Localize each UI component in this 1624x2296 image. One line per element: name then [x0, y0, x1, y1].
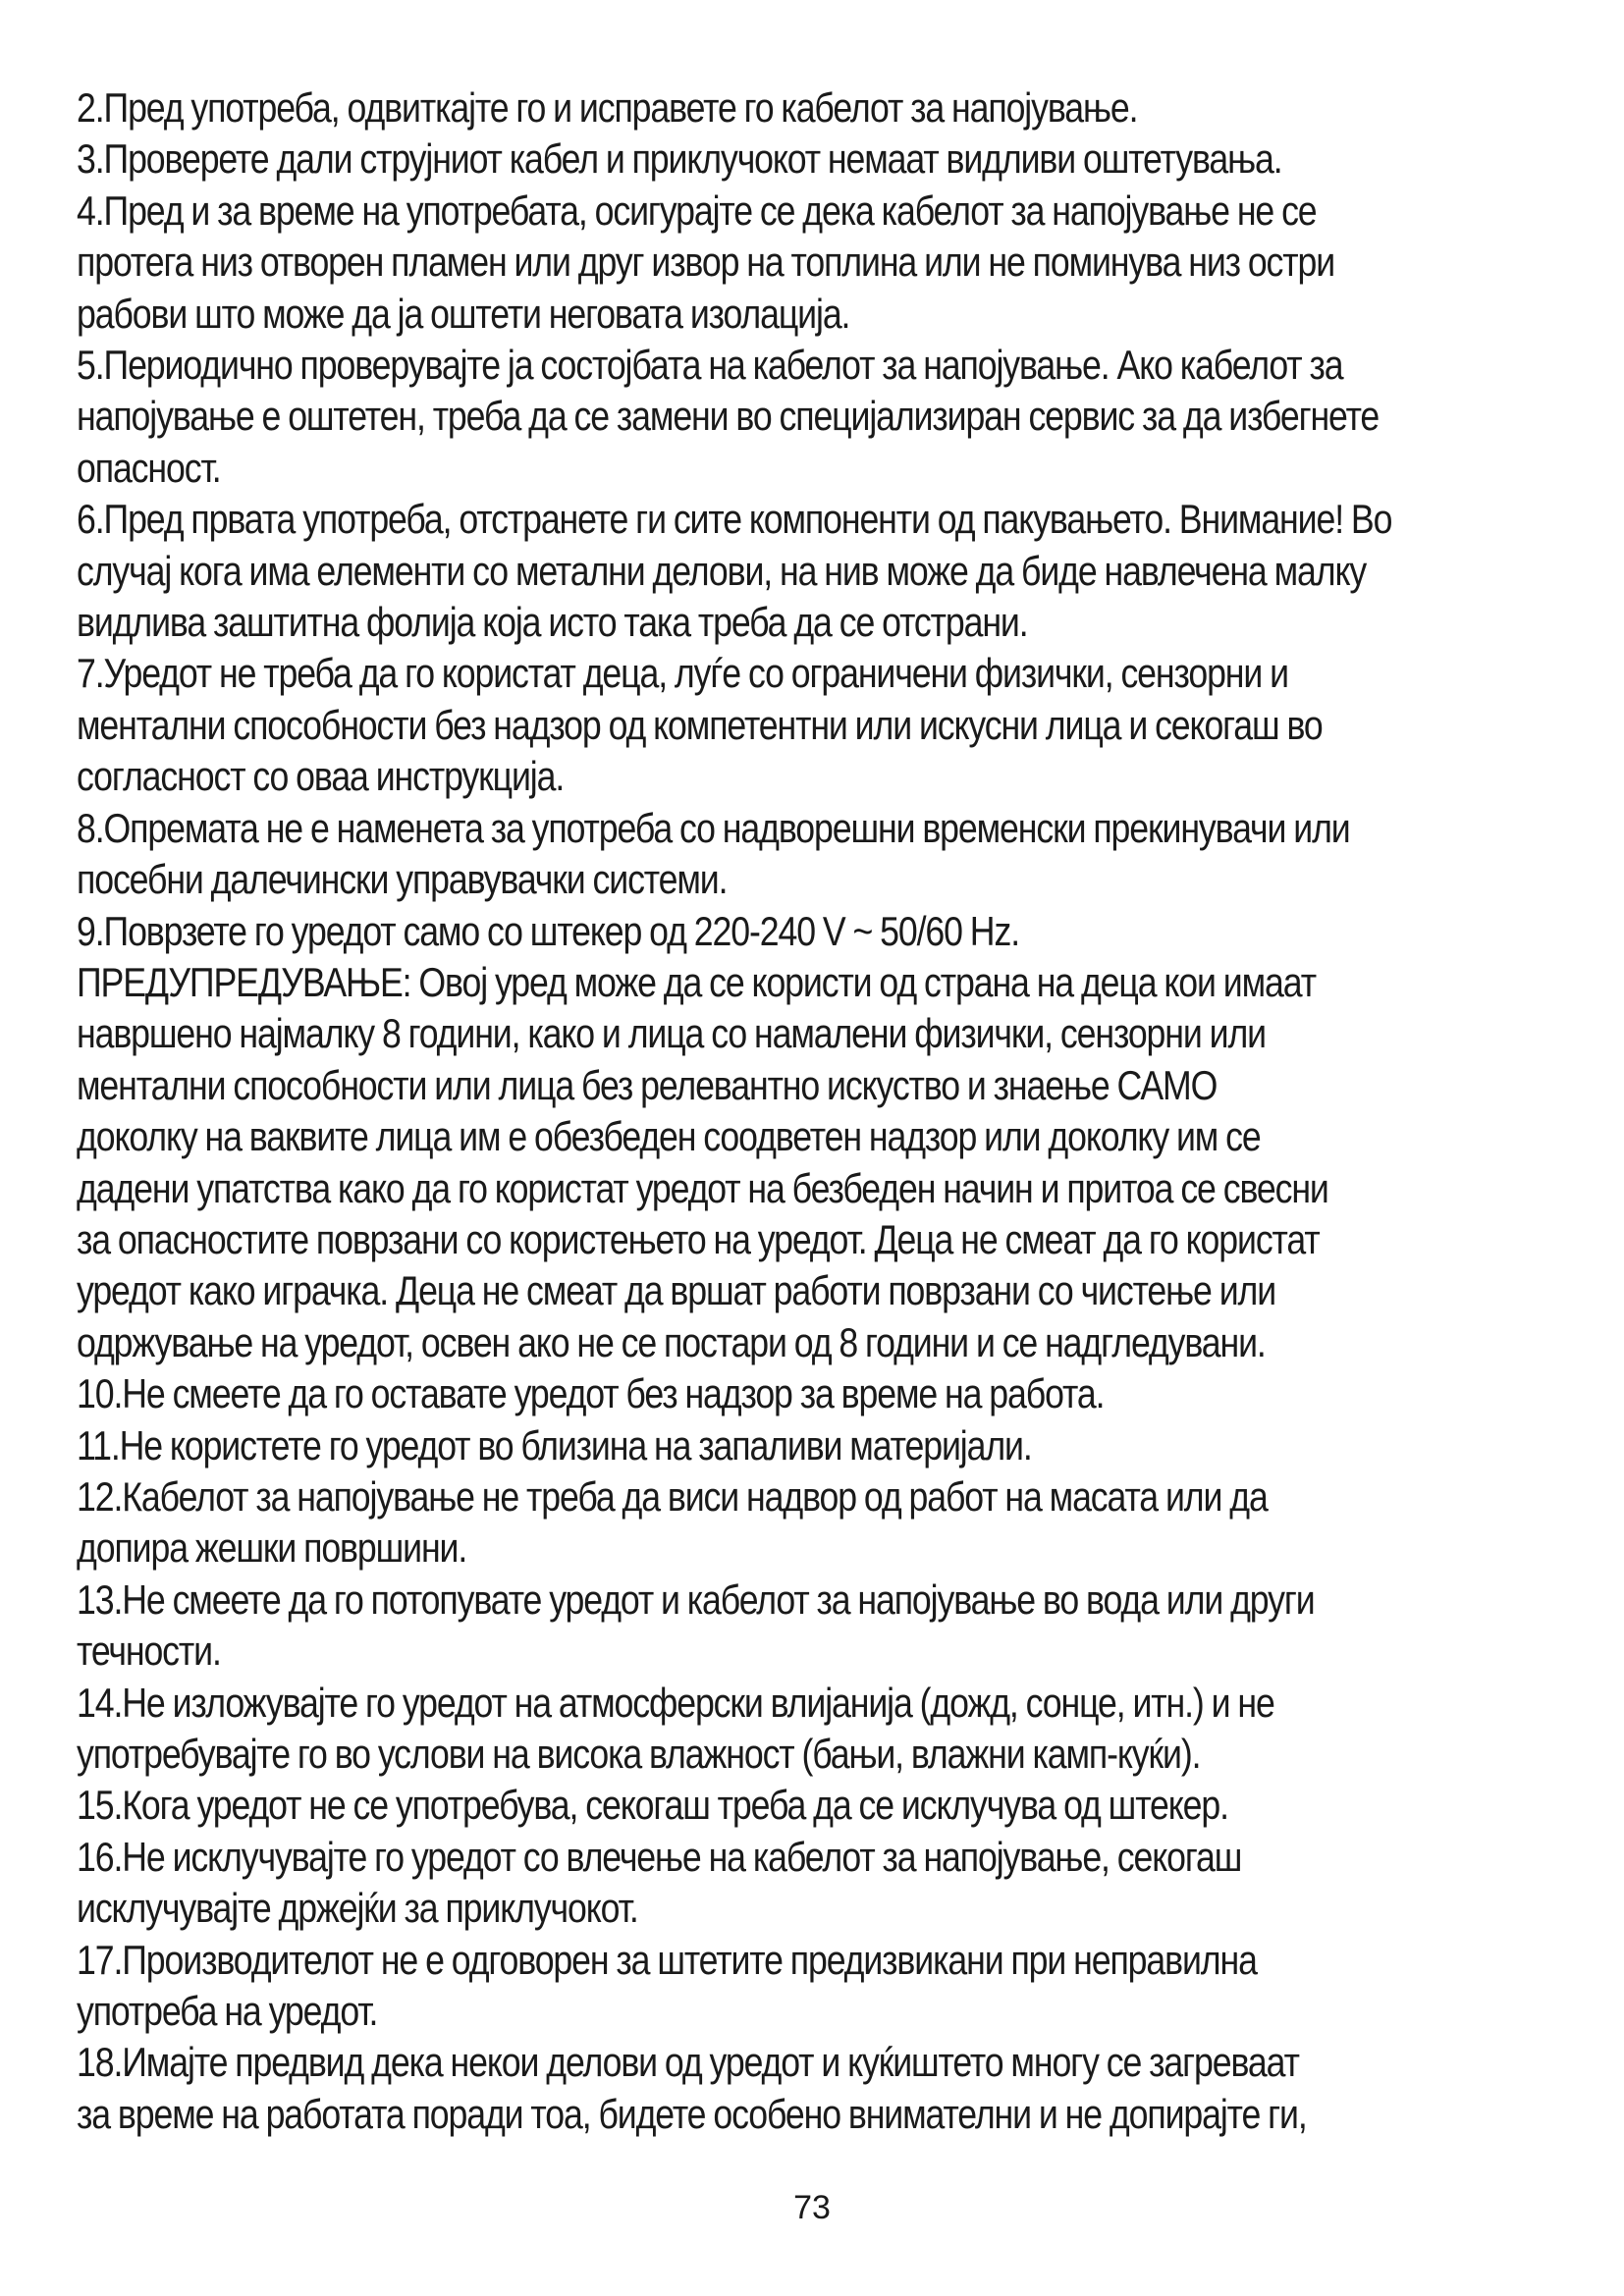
- text-line: одржување на уредот, освен ако не се постари од 8 години и се надгледувани.: [77, 1318, 1266, 1365]
- text-line: 15.Кога уредот не се употребува, секогаш треба да се исклучува од штекер.: [77, 1782, 1228, 1829]
- paragraph: [77, 1678, 1567, 1781]
- paragraph: [77, 1575, 1567, 1678]
- text-line: уредот како играчка. Деца не смеат да вршат работи поврзани со чистење или: [77, 1267, 1276, 1314]
- text-line: 13.Не смеете да го потопувате уредот и кабелот за напојување во вода или други: [77, 1575, 1315, 1623]
- paragraph: [77, 1420, 1567, 1471]
- paragraph: [77, 803, 1567, 906]
- text-line: употреба на уредот.: [77, 1988, 378, 2035]
- text-line: 6.Пред првата употреба, отстранете ги сите компоненти од пакувањето. Внимание! Во: [77, 496, 1392, 543]
- text-line: 4.Пред и за време на употребата, осигурајте се дека кабелот за напојување не се: [77, 187, 1317, 234]
- text-line: за време на работата поради тоа, бидете особено внимателни и не допирајте ги,: [77, 2090, 1307, 2137]
- text-line: согласност со оваа инструкција.: [77, 753, 565, 800]
- paragraph: [77, 2037, 1567, 2140]
- text-line: 17.Производителот не е одговорен за штетите предизвикани при неправилна: [77, 1936, 1257, 1983]
- page-number: 73: [793, 2189, 831, 2226]
- text-line: 7.Уредот не треба да го користат деца, луѓе со ограничени физички, сензорни и: [77, 650, 1288, 697]
- text-line: исклучувајте држејќи за приклучокот.: [77, 1885, 638, 1932]
- paragraph: [77, 340, 1567, 494]
- text-line: 14.Не изложувајте го уредот на атмосферски влијанија (дожд, сонце, итн.) и не: [77, 1679, 1274, 1726]
- text-line: ПРЕДУПРЕДУВАЊЕ: Овој уред може да се користи од страна на деца кои имаат: [77, 958, 1316, 1005]
- text-line: навршено најмалку 8 години, како и лица со намалени физички, сензорни или: [77, 1010, 1266, 1057]
- text-line: напојување е оштетен, треба да се замени во специјализиран сервис за да избегнете: [77, 393, 1380, 440]
- paragraph: [77, 906, 1567, 957]
- text-line: видлива заштитна фолија која исто така треба да се отстрани.: [77, 599, 1028, 646]
- text-line: 5.Периодично проверувајте ја состојбата на кабелот за напојување. Ако кабелот за: [77, 342, 1343, 389]
- text-line: протега низ отворен пламен или друг извор на топлина или не поминува низ остри: [77, 239, 1335, 286]
- paragraph: [77, 1832, 1567, 1935]
- text-line: 9.Поврзете го уредот само со штекер од 220-240 V ~ 50/60 Hz.: [77, 907, 1019, 954]
- text-line: рабови што може да ја оштети неговата изолација.: [77, 290, 850, 337]
- text-line: случај кога има елементи со метални делови, на нив може да биде навлечена малку: [77, 547, 1367, 594]
- text-line: 2.Пред употреба, одвиткајте го и исправете го кабелот за напојување.: [77, 84, 1138, 131]
- text-line: 16.Не исклучувајте го уредот со влечење на кабелот за напојување, секогаш: [77, 1833, 1242, 1880]
- paragraph: [77, 1471, 1567, 1575]
- text-line: 10.Не смеете да го оставате уредот без надзор за време на работа.: [77, 1370, 1105, 1417]
- text-line: дадени упатства како да го користат уредот на безбеден начин и притоа се свесни: [77, 1164, 1328, 1211]
- text-line: допира жешки површини.: [77, 1524, 467, 1572]
- paragraph: [77, 1935, 1567, 2038]
- text-line: за опасностите поврзани со користењето на уредот. Деца не смеат да го користат: [77, 1215, 1320, 1262]
- text-line: ментални способности или лица без релевантно искуство и знаење САМО: [77, 1061, 1218, 1108]
- text-line: употребувајте го во услови на висока влажност (бањи, влажни камп-куќи).: [77, 1731, 1201, 1777]
- text-line: течности.: [77, 1628, 221, 1675]
- paragraph: [77, 494, 1567, 648]
- text-line: 12.Кабелот за напојување не треба да виси надвор од работ на масата или да: [77, 1472, 1268, 1520]
- paragraph: [77, 957, 1567, 1368]
- text-line: опасност.: [77, 444, 221, 491]
- text-line: 3.Проверете дали струјниот кабел и приклучокот немаат видливи оштетувања.: [77, 135, 1282, 183]
- text-line: 18.Имајте предвид дека некои делови од уредот и куќиштето многу се загреваат: [77, 2039, 1299, 2086]
- paragraph: [77, 186, 1567, 340]
- paragraph: [77, 1780, 1567, 1831]
- text-line: 11.Не користете го уредот во близина на запаливи материјали.: [77, 1421, 1032, 1468]
- paragraph: [77, 1368, 1567, 1419]
- text-line: доколку на ваквите лица им е обезбеден соодветен надзор или доколку им се: [77, 1113, 1261, 1160]
- paragraph: [77, 648, 1567, 802]
- text-line: ментални способности без надзор од компетентни или искусни лица и секогаш во: [77, 701, 1323, 748]
- paragraph: [77, 133, 1567, 185]
- paragraph: [77, 82, 1567, 133]
- text-line: посебни далечински управувачки системи.: [77, 856, 728, 903]
- text-line: 8.Опремата не е наменета за употреба со надворешни временски прекинувачи или: [77, 804, 1350, 851]
- instructions-text: [77, 82, 1567, 2140]
